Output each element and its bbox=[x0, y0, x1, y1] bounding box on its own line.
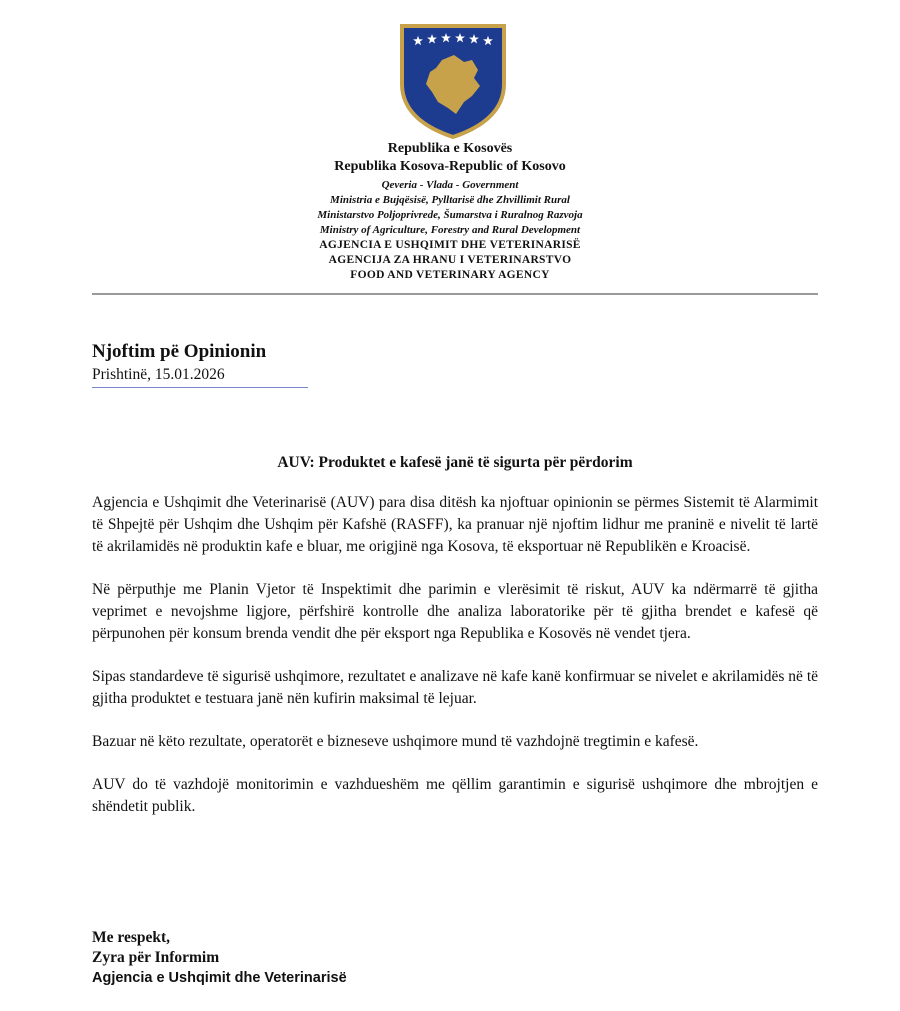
header-country-al: Republika e Kosovës bbox=[387, 141, 513, 156]
header-country-multi: Republika Kosova-Republic of Kosovo bbox=[334, 159, 566, 174]
signature-block bbox=[92, 928, 347, 988]
header-agency-al: AGJENCIA E USHQIMIT DHE VETERINARISË bbox=[319, 239, 581, 251]
place-date: Prishtinë, 15.01.2026 bbox=[92, 366, 308, 388]
document-body bbox=[92, 492, 818, 839]
header-ministry-al: Ministria e Bujqësisë, Pylltarisë dhe Zhvillimit Rural bbox=[330, 194, 570, 206]
header-agency-en: FOOD AND VETERINARY AGENCY bbox=[350, 269, 550, 281]
header-ministry-en: Ministry of Agriculture, Forestry and Rural Development bbox=[319, 224, 581, 236]
body-paragraph: Agjencia e Ushqimit dhe Veterinarisë (AUV) para disa ditësh ka njoftuar opinionin se përmes Sistemit të Alarmimit të Shpejtë për Ushqim dhe Ushqim për Kafshë (RASFF), ka pranuar një njoftim lidhur me praninë e nivelit të lartë të akrilamidës në produktin kafe e bluar, me origjinë nga Kosova, të eksportuar në Republikën e Kroacisë. bbox=[92, 494, 818, 555]
closing-office: Zyra për Informim bbox=[92, 949, 220, 966]
body-paragraph: Sipas standardeve të sigurisë ushqimore, rezultatet e analizave në kafe kanë konfirmuar se nivelet e akrilamidës në të gjitha produktet e testuara janë nën kufirin maksimal të lejuar. bbox=[92, 668, 818, 707]
body-paragraph: Në përputhje me Planin Vjetor të Inspektimit dhe parimin e vlerësimit të riskut, AUV ka ndërmarrë të gjitha veprimet e nevojshme ligjore, përfshirë kontrolle dhe analiza laboratorike për të gjitha brendet e kafesë që përpunohen për konsum brenda vendit dhe për eksport nga Republika e Kosovës në vendet tjera. bbox=[92, 581, 818, 642]
letterhead bbox=[150, 140, 750, 283]
header-government: Qeveria - Vlada - Government bbox=[381, 179, 519, 191]
body-paragraph: Bazuar në këto rezultate, operatorët e bizneseve ushqimore mund të vazhdojnë tregtimin e kafesë. bbox=[92, 733, 699, 750]
header-agency-sr: AGENCIJA ZA HRANU I VETERINARSTVO bbox=[328, 254, 572, 266]
document-type: Njoftim pë Opinionin bbox=[92, 341, 267, 362]
header-divider bbox=[92, 293, 818, 295]
kosovo-coat-of-arms-icon bbox=[398, 22, 508, 140]
body-paragraph: AUV do të vazhdojë monitorimin e vazhdueshëm me qëllim garantimin e sigurisë ushqimore dhe mbrojtjen e shëndetit publik. bbox=[92, 776, 818, 815]
closing-agency: Agjencia e Ushqimit dhe Veterinarisë bbox=[92, 970, 347, 986]
closing-regards: Me respekt, bbox=[92, 929, 171, 946]
header-ministry-sr: Ministarstvo Poljoprivrede, Šumarstva i Ruralnog Razvoja bbox=[317, 209, 583, 221]
document-title: AUV: Produktet e kafesë janë të sigurta për përdorim bbox=[277, 454, 633, 471]
